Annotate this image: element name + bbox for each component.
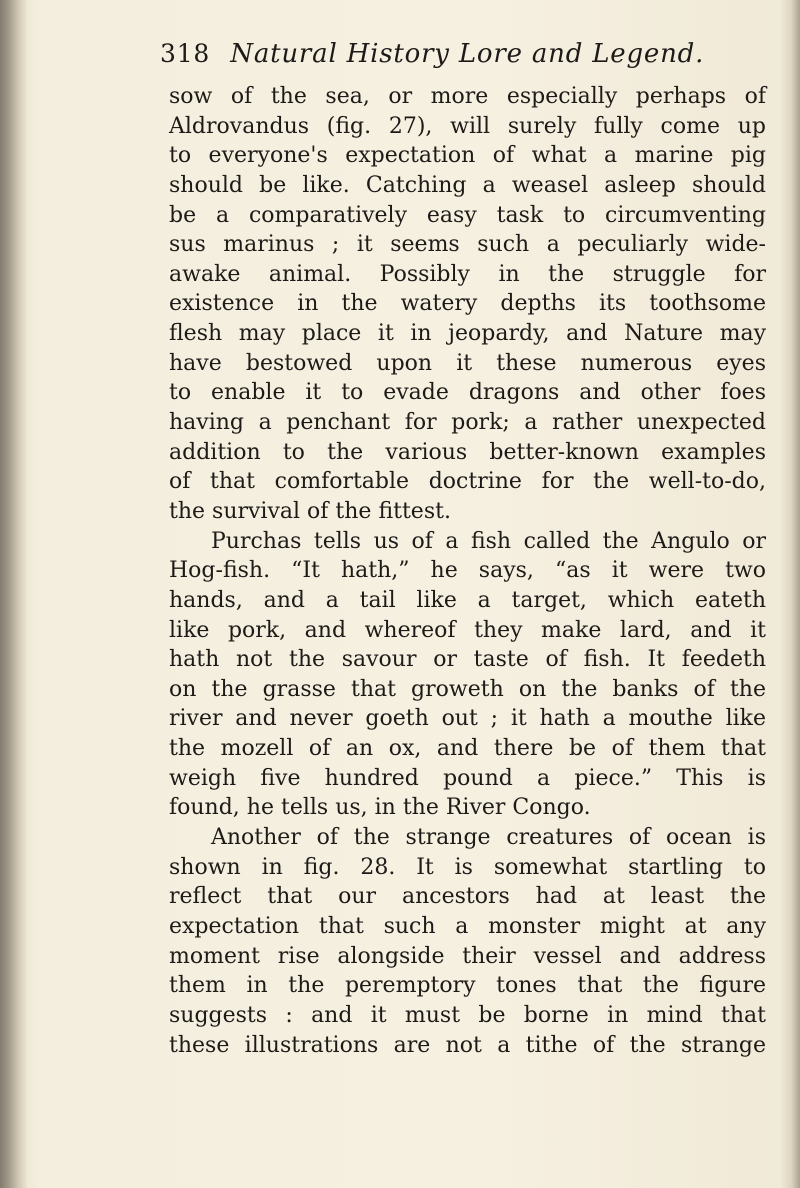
text-line: sow of the sea, or more especially perhaps of [169, 84, 766, 109]
text-line: the survival of the fittest. [169, 498, 451, 524]
text-line: addition to the various better-known examples [169, 439, 766, 465]
text-line: Aldrovandus (fig. 27), will surely fully come up [169, 113, 766, 139]
page-number: 318 [160, 39, 211, 68]
text-line: shown in fig. 28. It is somewhat startling to [169, 854, 766, 880]
text-line: hath not the savour or taste of fish. It feedeth [169, 647, 766, 673]
text-line: be a comparatively easy task to circumventing [169, 202, 766, 228]
text-line: awake animal. Possibly in the struggle for [169, 261, 766, 287]
text-line: on the grasse that groweth on the banks of the [169, 676, 766, 702]
text-line: found, he tells us, in the River Congo. [169, 795, 591, 821]
text-line: having a penchant for pork; a rather unexpected [169, 410, 766, 436]
page-edge-shadow [780, 0, 800, 1188]
text-line: to everyone's expectation of what a marine pig [169, 143, 766, 169]
text-line: them in the peremptory tones that the figure [169, 973, 766, 999]
text-line: suggests : and it must be borne in mind that [169, 1002, 766, 1028]
text-line: these illustrations are not a tithe of the strange [169, 1032, 766, 1058]
text-line: of that comfortable doctrine for the well-to-do, [169, 469, 766, 495]
text-line: river and never goeth out ; it hath a mouthe like [169, 706, 766, 732]
text-line: should be like. Catching a weasel asleep should [169, 172, 766, 198]
text-line: moment rise alongside their vessel and address [169, 943, 766, 969]
text-line: expectation that such a monster might at any [169, 913, 766, 939]
text-line: sus marinus ; it seems such a peculiarly wide- [169, 232, 766, 258]
running-header [160, 28, 760, 80]
text-line: existence in the watery depths its toothsome [169, 291, 766, 317]
text-line: Hog-fish. “It hath,” he says, “as it were two [169, 558, 766, 584]
page-gutter-shadow [0, 0, 28, 1188]
body-text [169, 82, 766, 1060]
text-line: reflect that our ancestors had at least the [169, 884, 766, 910]
text-line: hands, and a tail like a target, which eateth [169, 587, 766, 613]
text-line: Purchas tells us of a fish called the Angulo or [211, 528, 766, 554]
text-line: like pork, and whereof they make lard, and it [169, 617, 766, 643]
text-line: have bestowed upon it these numerous eyes [169, 350, 766, 376]
text-line: Another of the strange creatures of ocean is [211, 825, 766, 851]
running-title: Natural History Lore and Legend. [230, 39, 705, 69]
text-line: the mozell of an ox, and there be of them that [169, 736, 766, 762]
text-line: to enable it to evade dragons and other foes [169, 380, 766, 406]
text-line: weigh five hundred pound a piece.” This is [169, 765, 766, 791]
text-line: flesh may place it in jeopardy, and Nature may [169, 321, 766, 347]
